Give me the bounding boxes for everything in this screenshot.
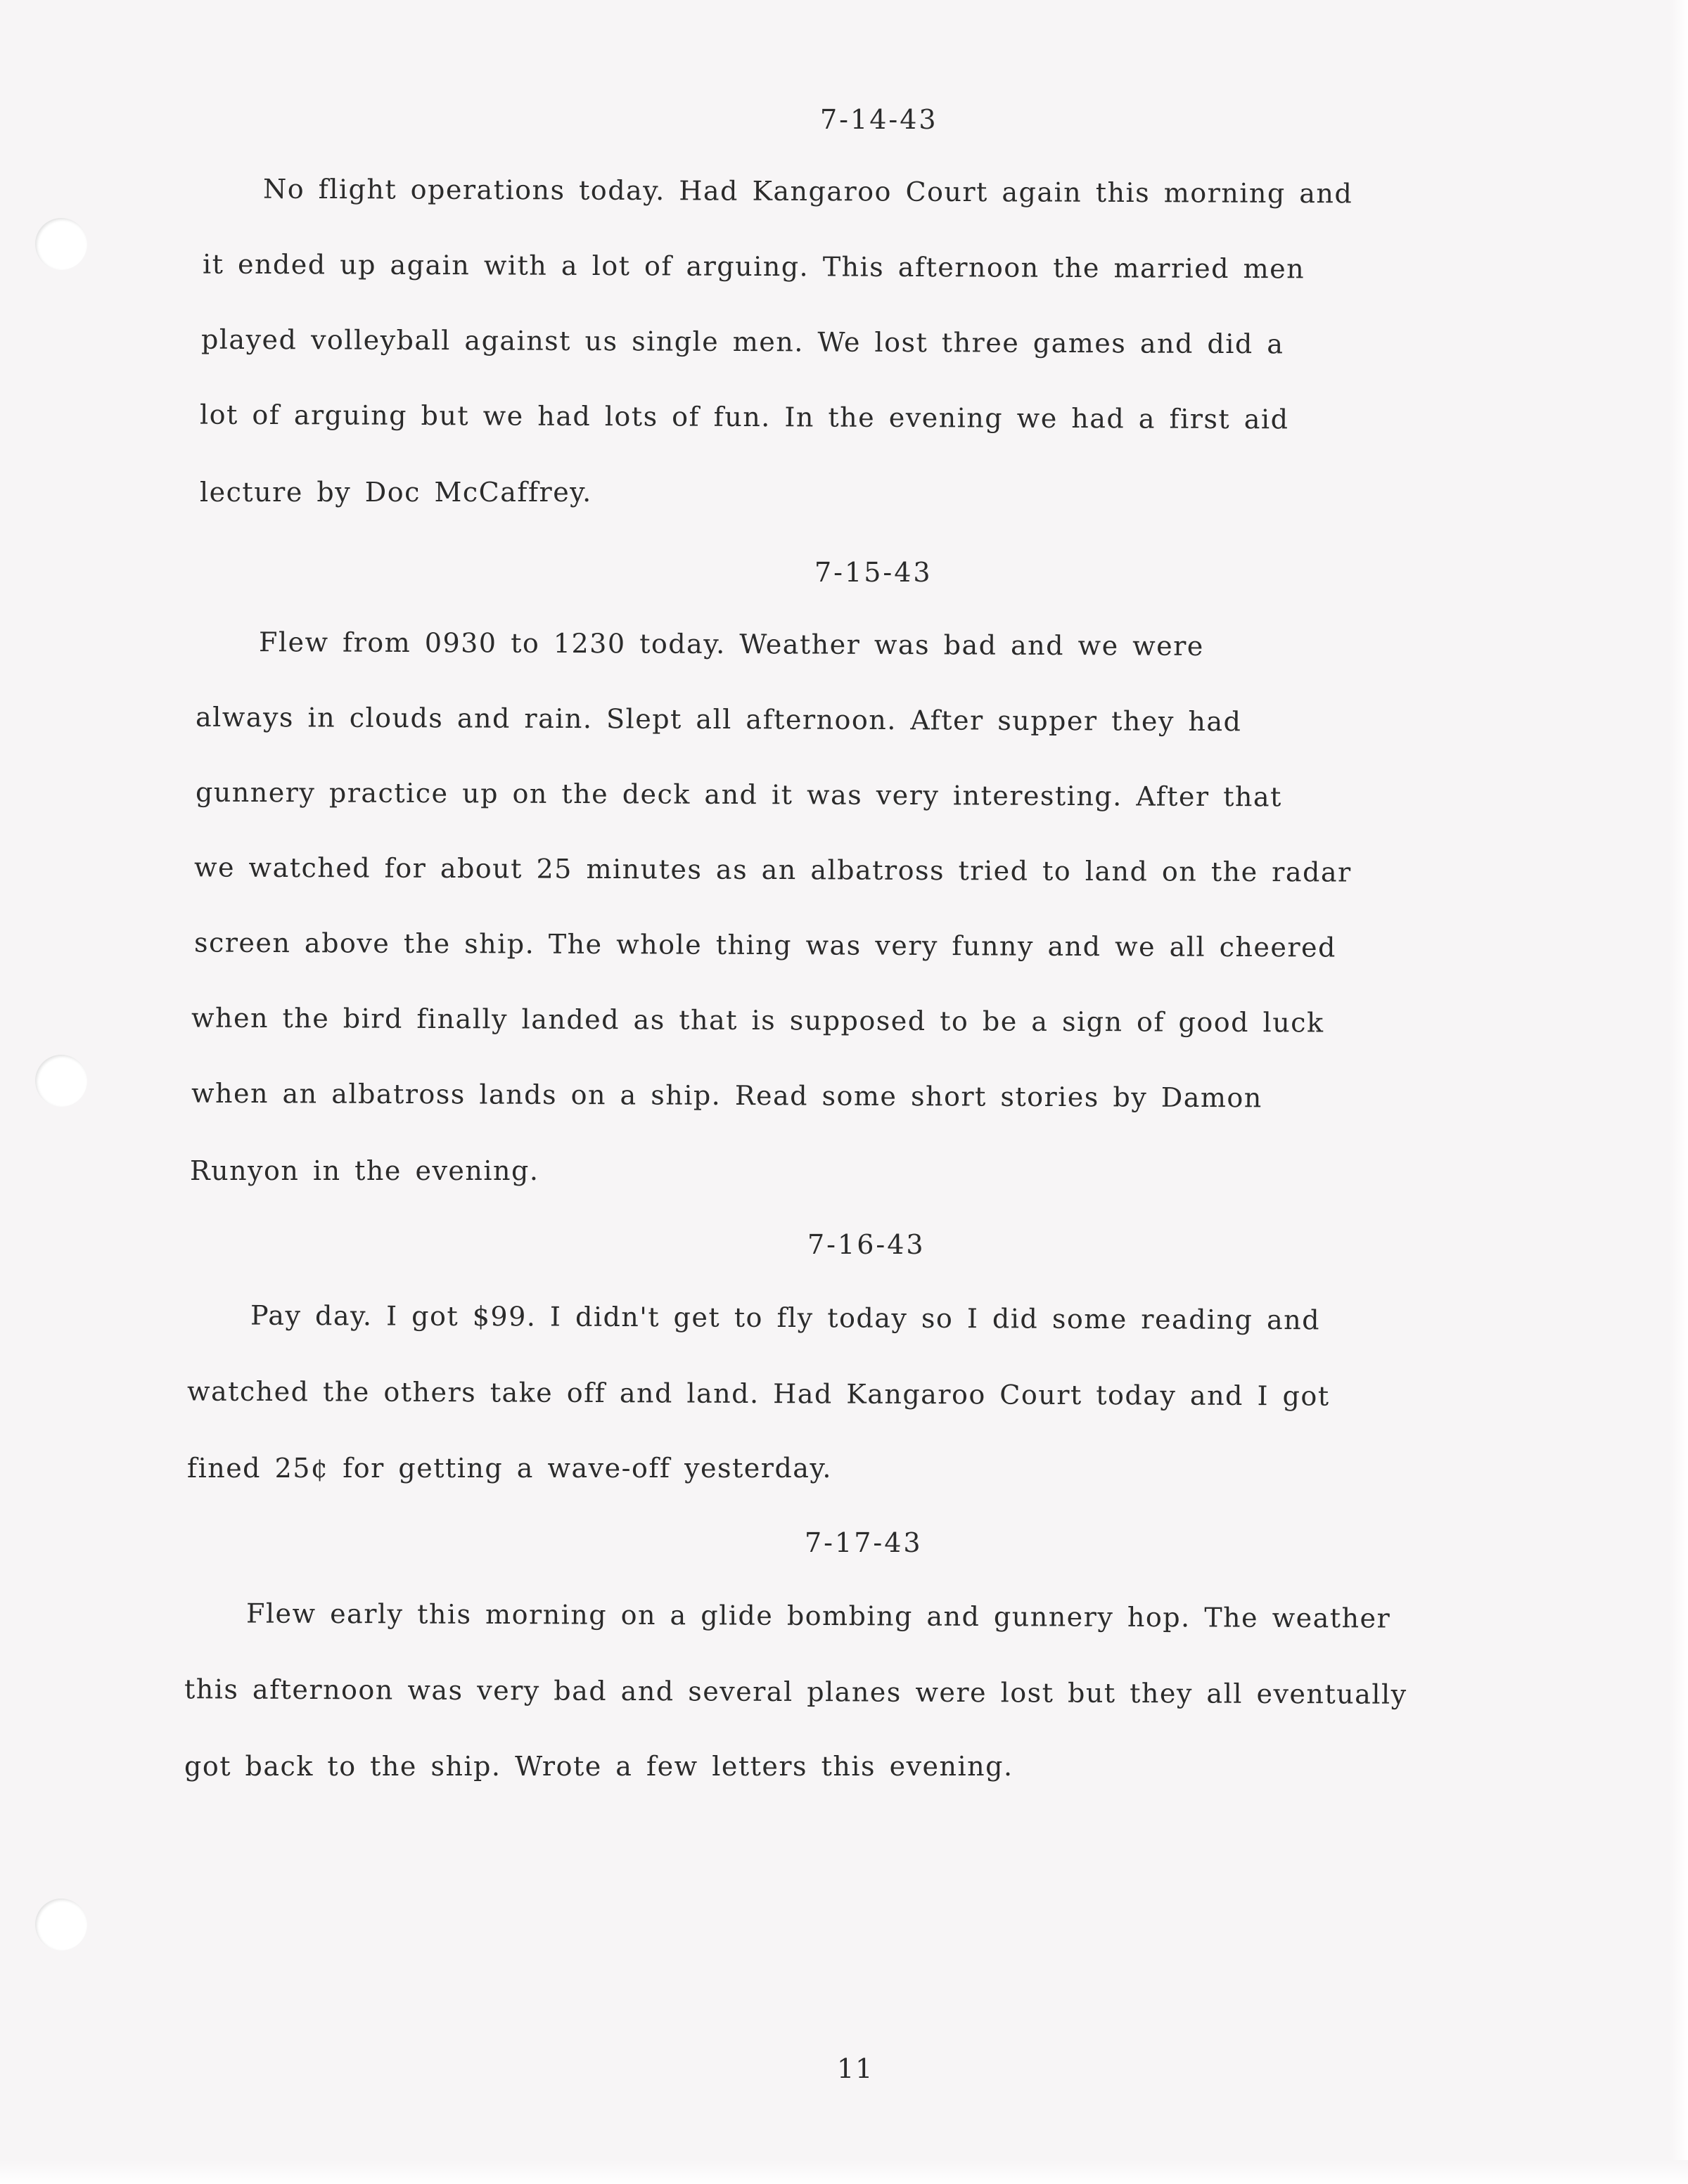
entry-text-line: gunnery practice up on the deck and it was very interesting. After that [195,776,1282,813]
entry-text-line: always in clouds and rain. Slept all afternoon. After supper they had [195,701,1242,738]
page-edge-shadow [1670,0,1688,2184]
entry-text-line: when the bird finally landed as that is supposed to be a sign of good luck [191,1002,1324,1039]
binder-hole-middle [35,1055,87,1107]
entry-text-line: Runyon in the evening. [190,1155,539,1186]
page-bottom-shade [0,2160,1688,2184]
entry-text-line: when an albatross lands on a ship. Read some short stories by Damon [191,1077,1262,1114]
binder-hole-bottom [35,1899,87,1951]
entry-text-line: Flew from 0930 to 1230 today. Weather was bad and we were [258,627,1204,662]
entry-text-line: got back to the ship. Wrote a few letters this evening. [184,1751,1014,1782]
entry-text-line: it ended up again with a lot of arguing. This afternoon the married men [202,248,1305,285]
page-number: 11 [837,2053,874,2084]
entry-text-line: this afternoon was very bad and several planes were lost but they all eventually [184,1674,1407,1710]
entry-date: 7-15-43 [814,557,933,588]
entry-date: 7-16-43 [807,1229,926,1260]
entry-text-line: lot of arguing but we had lots of fun. In the evening we had a first aid [199,399,1289,435]
entry-date: 7-14-43 [820,104,938,135]
entry-text-line: Pay day. I got $99. I didn't get to fly today so I did some reading and [250,1299,1321,1336]
entry-text-line: lecture by Doc McCaffrey. [200,477,592,508]
entry-text-line: No flight operations today. Had Kangaroo Court again this morning and [262,173,1353,210]
entry-text-line: screen above the ship. The whole thing was very funny and we all cheered [193,927,1336,963]
entry-text-line: we watched for about 25 minutes as an albatross tried to land on the radar [193,852,1352,888]
binder-hole-top [35,218,87,270]
entry-text-line: played volleyball against us single men. We lost three games and did a [200,323,1284,360]
entry-text-line: fined 25¢ for getting a wave-off yesterday. [187,1453,832,1484]
entry-text-line: Flew early this morning on a glide bombing and gunnery hop. The weather [245,1598,1391,1634]
entry-text-line: watched the others take off and land. Had Kangaroo Court today and I got [186,1375,1330,1412]
entry-date: 7-17-43 [805,1527,923,1558]
